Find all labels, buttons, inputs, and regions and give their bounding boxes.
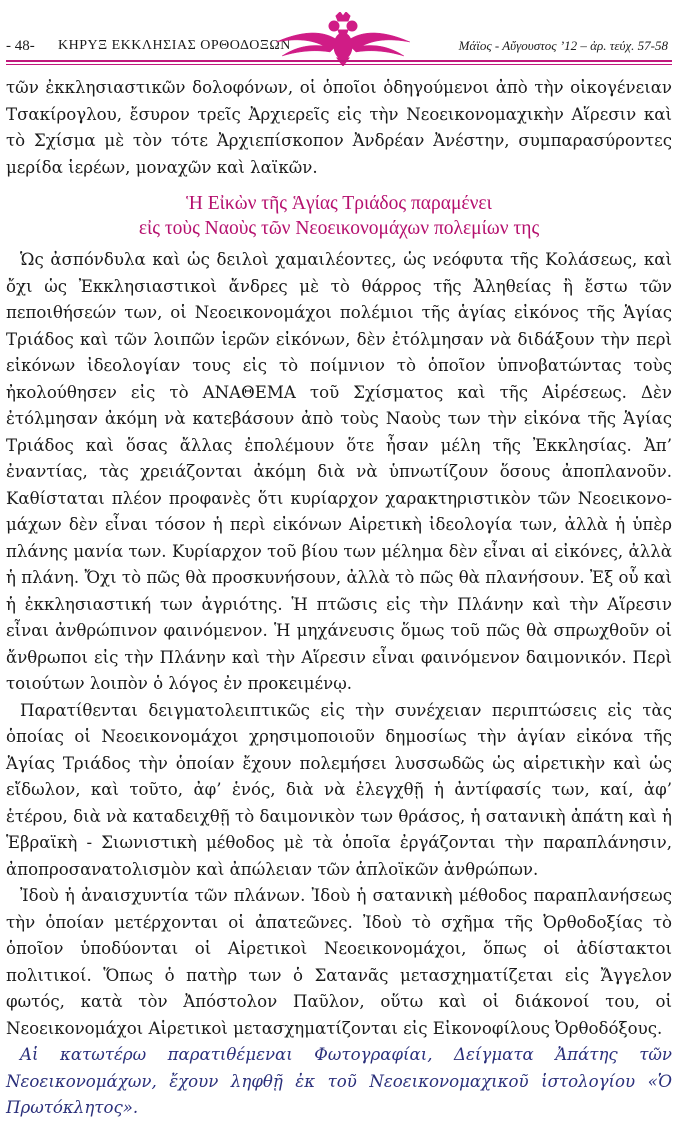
section-title — [6, 191, 672, 241]
intro-paragraph: τῶν ἐκκλησιαστικῶν δολοφόνων, οἱ ὁποῖοι ὁδηγούμενοι ἀπὸ τὴν οἰκογένειαν Τσακίρογλου, ἔσυρον τρεῖς Ἀρχιερεῖς εἰς τὴν Νεοεικονομαχικὴν Αἵρεσιν καὶ τὸ Σχίσμα μὲ τὸν τότε Ἀρχιεπίσκοπον Ἀνδρέαν Ἀνέστην, συμπαρασύροντες μερίδα ἱερέων, μοναχῶν καὶ λαϊκῶν. — [6, 78, 672, 177]
photo-caption: Αἱ κατωτέρω παρατιθέμεναι Φωτογραφίαι, Δείγματα Ἀπάτης τῶν Νεοεικονομάχων, ἔχουν ληφθῇ ἐκ τοῦ Νεοεικονομαχικοῦ ἱστολογίου «Ὁ Πρωτόκλητος». — [6, 1045, 672, 1117]
issue-info: Μάϊος - Αὔγουστος ’12 – ἀρ. τεύχ. 57-58 — [458, 38, 668, 53]
page-number: - 48- — [6, 38, 35, 54]
article-body — [6, 75, 672, 1122]
body-paragraph-1: Ὡς ἀσπόνδυλα καὶ ὡς δειλοὶ χαμαιλέοντες, ὡς νεόφυτα τῆς Κολάσεως, καὶ ὄχι ὡς Ἐκκλησιαστικοὶ ἄνδρες μὲ τὸ θάρρος τῆς Ἀληθείας ἢ ἔστω τῶν πεποιθήσεών των, οἱ Νεοεικονομάχοι πολέμιοι τῆς ἁγίας εἰκόνος τῆς Ἁγίας Τριάδος καὶ τῶν λοιπῶν ἱερῶν εἰκόνων, δὲν ἐτόλμησαν νὰ διδάξουν τὴν περὶ εἰκόνων ἰδεολογίαν τους εἰς τὸ ποίμνιον τὸ ὁποῖον ὑπνοβατώντας τοὺς ἠκολούθησεν εἰς τὸ ΑΝΑΘΕΜΑ τοῦ Σχίσματος καὶ τῆς Αἱρέσεως. Δὲν ἐτόλμησαν ἀκόμη νὰ κατεβάσουν ἀπὸ τοὺς Ναοὺς των τὴν εἰκόνα τῆς Ἁγίας Τριάδος καὶ ὅσας ἄλλας ἐπολέμουν ὅτε ἦσαν μέλη τῆς Ἐκκλησίας. Ἀπ’ ἐναντίας, τὰς χρειάζονται ἀκόμη διὰ νὰ ὑπνωτίζουν ὅσους ἀποπλανοῦν. Καθίσταται πλέον προφανὲς ὅτι κυρίαρχον χαρακτηριστικὸν τῶν Νεοεικονο- μάχων δὲν εἶναι τόσον ἡ περὶ εἰκόνων Αἱρετικὴ ἰδεολογία των, ἀλλὰ ἡ ὑπὲρ πλάνης μανία των. Κυρίαρχον τοῦ βίου των μέλημα δὲν εἶναι αἱ εἰκόνες, ἀλλὰ ἡ πλάνη. Ὄχι τὸ πῶς θὰ προσκυνήσουν, ἀλλὰ τὸ πῶς θὰ πλανήσουν. Ἐξ οὗ καὶ ἡ ἐκκλησιαστική των ἀγριότης. Ἡ πτῶσις εἰς τὴν Πλάνην καὶ τὴν Αἵρεσιν εἶναι ἀνθρώπινον φαινόμενον. Ἡ μηχάνευσις ὅμως τοῦ πῶς θὰ σπρωχθοῦν οἱ ἄνθρωποι εἰς τὴν Πλάνην καὶ τὴν Αἵρεσιν εἶναι φαινόμενον δαιμονικόν. Περὶ τοιούτων λοιπὸν ὁ λόγος ἐν προκειμένῳ. — [6, 250, 672, 693]
magazine-title: ΚΗΡΥΞ ΕΚΚΛΗΣΙΑΣ ΟΡΘΟΔΟΞΩΝ — [58, 38, 291, 53]
body-paragraph-3: Ἰδοὺ ἡ ἀναισχυντία τῶν πλάνων. Ἰδοὺ ἡ σατανικὴ μέθοδος παραπλανήσεως τὴν ὁποίαν μετέρχονται οἱ ἀπατεῶνες. Ἰδοὺ τὸ σχῆμα τῆς Ὀρθοδοξίας τὸ ὁποῖον ὑποδύονται οἱ Αἱρετικοὶ Νεοεικονομάχοι, ὅπως οἱ ἀδίστακτοι πολιτικοί. Ὅπως ὁ πατὴρ των ὁ Σατανᾶς μετασχηματίζεται εἰς Ἄγγελον φωτός, κατὰ τὸν Ἀπόστολον Παῦλον, οὕτω καὶ οἱ διάκονοί του, οἱ Νεοεικονομάχοι Αἱρετικοὶ μετασχηματίζονται εἰς Εἰκονοφίλους Ὀρθοδόξους. — [6, 886, 672, 1038]
page-header — [0, 0, 686, 70]
header-rule — [6, 60, 672, 62]
header-rule-thin — [6, 64, 672, 65]
double-headed-eagle-icon — [268, 12, 418, 66]
section-title-line2: εἰς τοὺς Ναοὺς τῶν Νεοεικονομάχων πολεμίων της — [138, 218, 540, 239]
body-paragraph-2: Παρατίθενται δειγματολειπτικῶς εἰς τὴν συνέχειαν περιπτώσεις εἰς τὰς ὁποίας οἱ Νεοεικονομάχοι χρησιμοποιοῦν δημοσίως τὴν ἁγίαν εἰκόνα τῆς Ἁγίας Τριάδος τὴν ὁποίαν ἔχουν πολεμήσει λυσσωδῶς ὡς αἱρετικὴν καὶ ὡς εἴδωλον, καὶ τοῦτο, ἀφ’ ἑνός, διὰ νὰ ἐλεγχθῇ ἡ ἀντίφασίς των, καί, ἀφ’ ἑτέρου, διὰ νὰ καταδειχθῇ τὸ δαιμονικὸν των θράσος, ἡ σατανικὴ ἀπάτη καὶ ἡ Ἑβραϊκὴ - Σιωνιστικὴ μέθοδος μὲ τὰ ὁποῖα ἐργάζονται τὴν παραπλάνησιν, ἀποπροσανατολισμὸν καὶ ἀπώλειαν τῶν ἁπλοϊκῶν ἀνθρώπων. — [6, 700, 672, 879]
section-title-line1: Ἡ Εἰκὼν τῆς Ἁγίας Τριάδος παραμένει — [186, 193, 492, 214]
